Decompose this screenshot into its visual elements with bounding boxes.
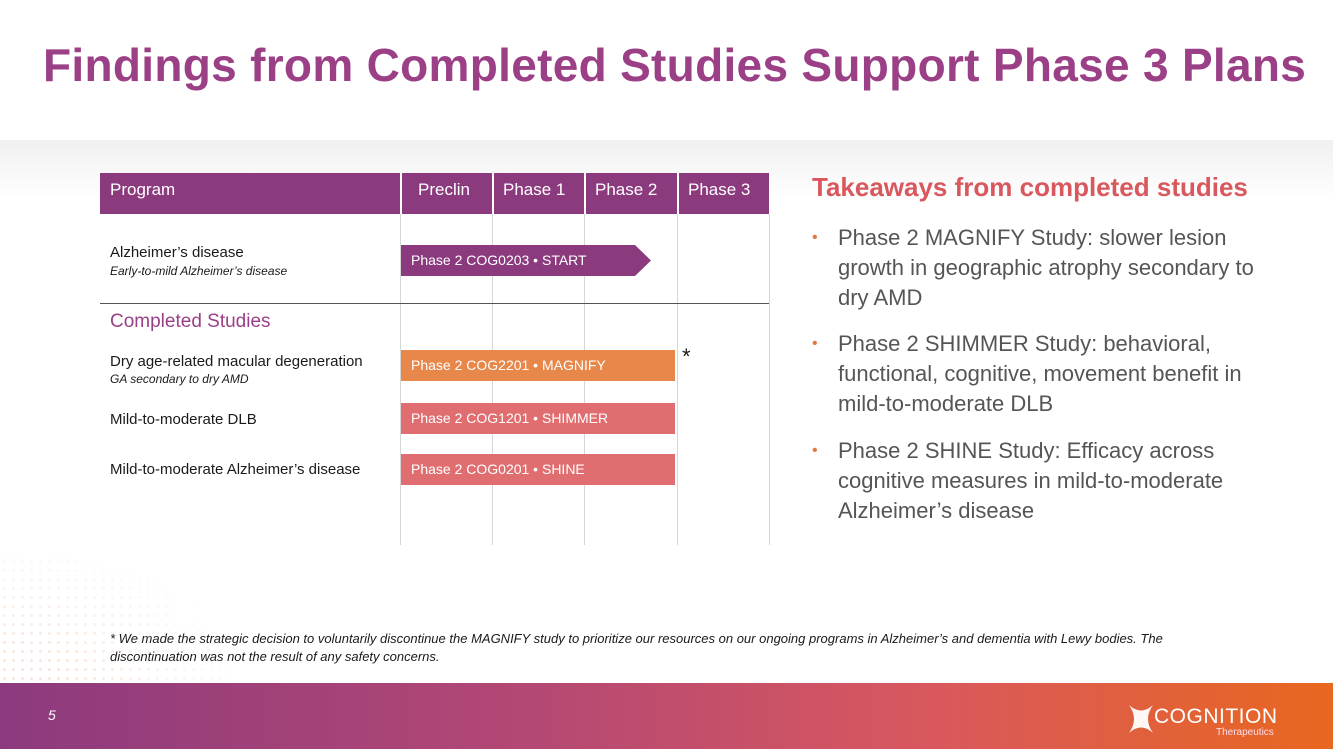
header-divider — [677, 173, 679, 214]
header-phase1: Phase 1 — [503, 180, 566, 199]
table-header — [100, 173, 769, 214]
grid-line — [677, 214, 678, 545]
slide-title: Findings from Completed Studies Support Phase 3 Plans — [43, 39, 1307, 91]
program-label-amd: Dry age-related macular degeneration — [110, 353, 363, 370]
takeaway-text: Phase 2 SHIMMER Study: behavioral, functional, cognitive, movement benefit in mild-to-moderate DLB — [838, 331, 1242, 416]
takeaway-item — [812, 329, 1282, 419]
footnote: * We made the strategic decision to voluntarily discontinue the MAGNIFY study to prioritize our resources on our ongoing programs in Alzheimer’s and dementia with Lewy bodies. The discontinuation was not the result of any safety concerns. — [110, 631, 1163, 664]
takeaways-title: Takeaways from completed studies — [812, 172, 1248, 202]
takeaway-text: Phase 2 SHINE Study: Efficacy across cognitive measures in mild-to-moderate Alzheimer’s disease — [838, 438, 1224, 523]
program-sublabel-amd: GA secondary to dry AMD — [110, 372, 249, 386]
program-label-mild-alzheimers: Mild-to-moderate Alzheimer’s disease — [110, 461, 361, 478]
header-phase2: Phase 2 — [595, 180, 658, 199]
header-preclin: Preclin — [418, 180, 470, 199]
grid-line — [769, 214, 770, 545]
bar-start: Phase 2 COG0203 • START — [411, 252, 587, 268]
bullet: • — [812, 335, 818, 352]
bullet: • — [812, 442, 818, 459]
program-sublabel-alzheimers: Early-to-mild Alzheimer’s disease — [110, 264, 288, 278]
takeaway-text: Phase 2 MAGNIFY Study: slower lesion growth in geographic atrophy secondary to dry AMD — [838, 225, 1254, 310]
page-number: 5 — [48, 707, 56, 723]
completed-studies-heading: Completed Studies — [110, 311, 271, 332]
program-label-alzheimers: Alzheimer’s disease — [110, 244, 244, 261]
logo-x-icon — [1126, 702, 1156, 736]
bar-shine: Phase 2 COG0201 • SHINE — [401, 454, 675, 485]
takeaway-item — [812, 223, 1282, 313]
takeaway-item — [812, 436, 1282, 526]
bullet: • — [812, 229, 818, 246]
section-divider — [100, 303, 769, 304]
bar-shimmer: Phase 2 COG1201 • SHIMMER — [401, 403, 675, 434]
header-divider — [400, 173, 402, 214]
header-phase3: Phase 3 — [688, 180, 751, 199]
header-divider — [584, 173, 586, 214]
header-divider — [492, 173, 494, 214]
magnify-asterisk: * — [682, 344, 691, 369]
program-label-dlb: Mild-to-moderate DLB — [110, 411, 257, 428]
logo-subtext: Therapeutics — [1216, 727, 1274, 738]
bar-magnify: Phase 2 COG2201 • MAGNIFY — [401, 350, 675, 381]
company-logo — [1126, 702, 1296, 738]
header-program: Program — [110, 180, 176, 199]
decorative-dots — [0, 530, 260, 690]
logo-text: COGNITION — [1154, 705, 1278, 728]
